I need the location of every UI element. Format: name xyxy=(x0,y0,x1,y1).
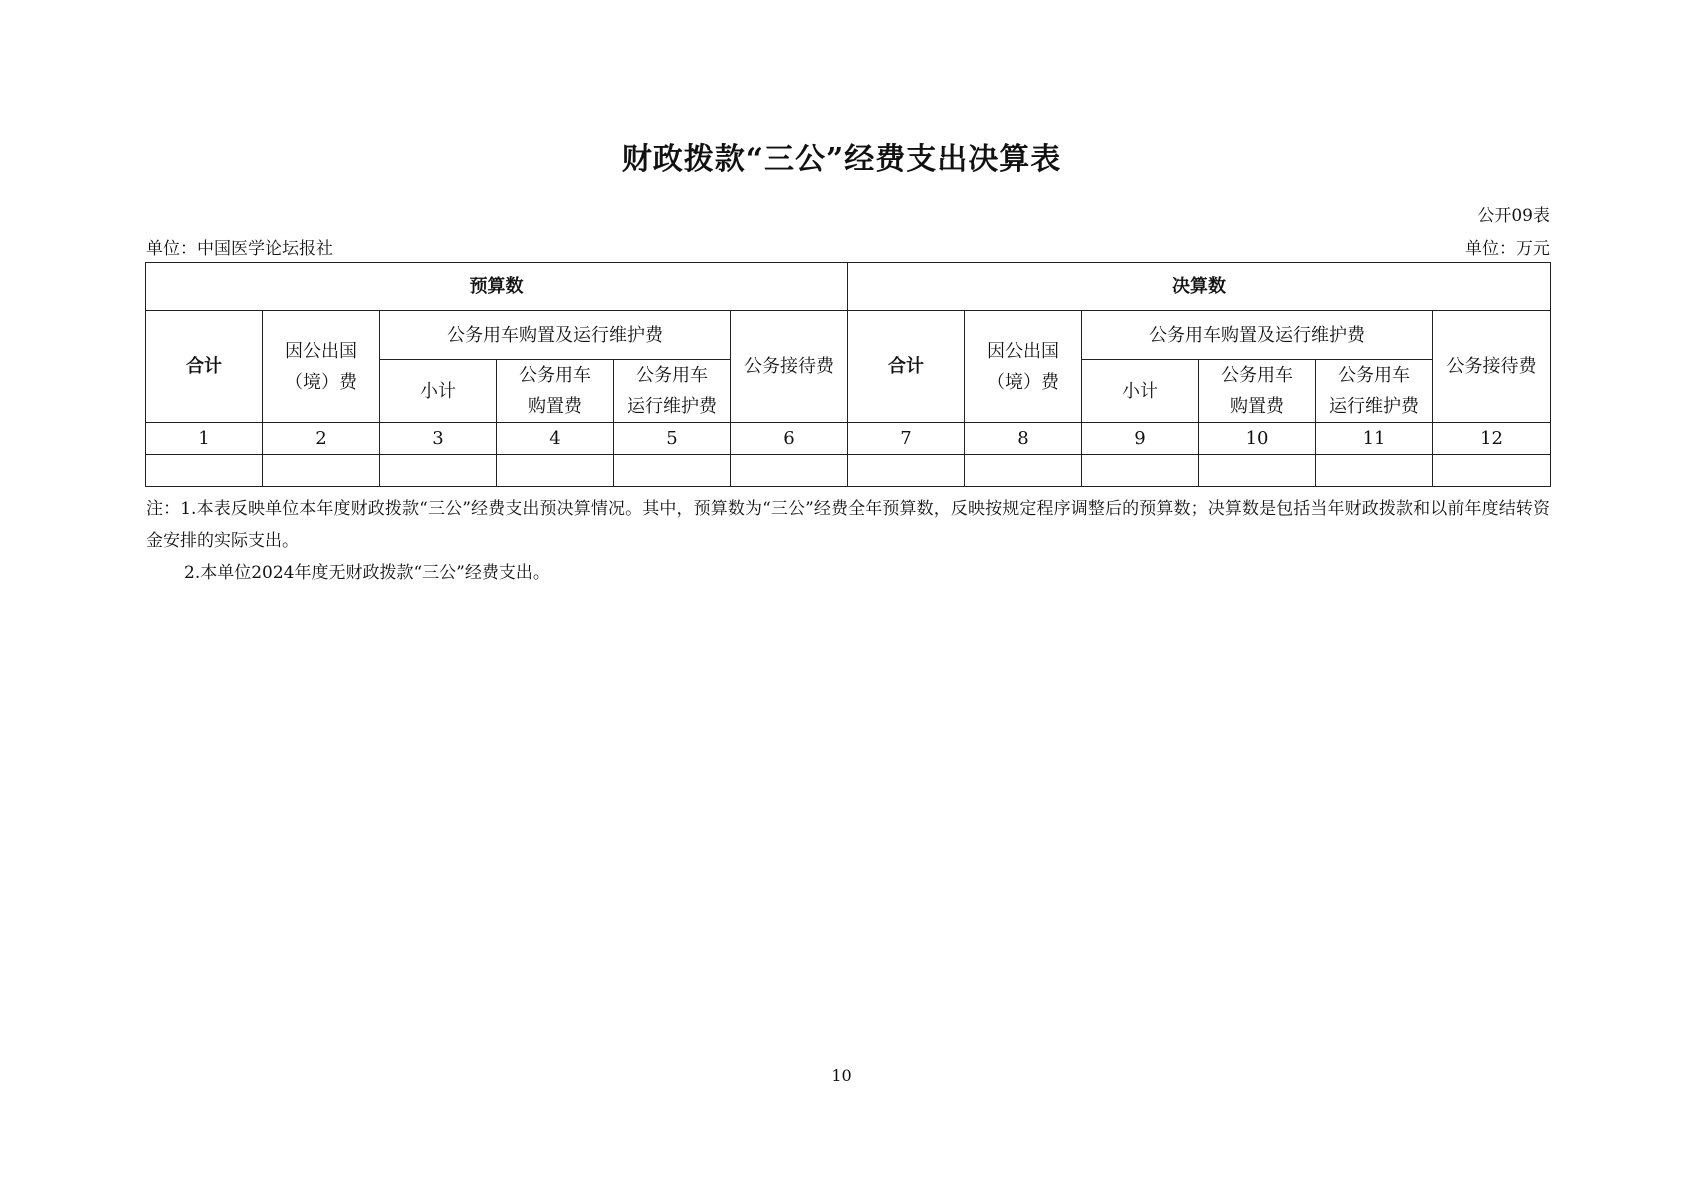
column-number: 9 xyxy=(1082,423,1199,455)
column-number: 10 xyxy=(1199,423,1316,455)
data-cell xyxy=(380,455,497,487)
budget-purchase-header xyxy=(497,360,614,423)
data-cell xyxy=(263,455,380,487)
document-title: 财政拨款“三公”经费支出决算表 xyxy=(621,142,1062,177)
final-purchase-header xyxy=(1199,360,1316,423)
budget-operation-header xyxy=(614,360,731,423)
note-2: 2.本单位2024年度无财政拨款“三公”经费支出。 xyxy=(184,563,550,583)
column-number: 3 xyxy=(380,423,497,455)
column-number: 7 xyxy=(848,423,965,455)
data-cell xyxy=(1316,455,1433,487)
budget-abroad-header xyxy=(263,311,380,423)
column-number: 11 xyxy=(1316,423,1433,455)
budget-abroad-line1: 因公出国 xyxy=(285,340,357,362)
column-number: 12 xyxy=(1433,423,1551,455)
data-cell xyxy=(146,455,263,487)
column-number: 5 xyxy=(614,423,731,455)
final-total-header: 合计 xyxy=(848,311,965,423)
final-header: 决算数 xyxy=(848,263,1551,311)
final-abroad-line1: 因公出国 xyxy=(987,340,1060,362)
final-purchase-line2: 购置费 xyxy=(1230,396,1285,417)
column-number: 4 xyxy=(497,423,614,455)
final-vehicle-header: 公务用车购置及运行维护费 xyxy=(1082,311,1433,360)
column-header-row xyxy=(146,311,1551,360)
budget-operation-line1: 公务用车 xyxy=(636,365,708,386)
column-number-row xyxy=(146,423,1551,455)
final-reception-header: 公务接待费 xyxy=(1433,311,1551,423)
data-cell xyxy=(848,455,965,487)
final-operation-header xyxy=(1316,360,1433,423)
budget-purchase-line2: 购置费 xyxy=(528,396,582,417)
data-cell xyxy=(497,455,614,487)
data-cell xyxy=(614,455,731,487)
table-code: 公开09表 xyxy=(1477,206,1550,226)
data-cell xyxy=(1082,455,1199,487)
final-abroad-line2: （境）费 xyxy=(987,371,1060,393)
final-operation-line2: 运行维护费 xyxy=(1329,396,1420,417)
money-unit: 单位：万元 xyxy=(1465,239,1550,259)
column-number: 2 xyxy=(263,423,380,455)
column-number: 1 xyxy=(146,423,263,455)
budget-reception-header: 公务接待费 xyxy=(731,311,848,423)
budget-abroad-line2: （境）费 xyxy=(285,371,357,393)
page-number: 10 xyxy=(831,1066,852,1085)
final-subtotal-header: 小计 xyxy=(1082,360,1199,423)
column-number: 6 xyxy=(731,423,848,455)
note-1: 注：1.本表反映单位本年度财政拨款“三公”经费支出预决算情况。其中，预算数为“三公”经费全年预算数，反映按规定程序调整后的预算数；决算数是包括当年财政拨款和以前年度结转资金安排的实际支出。 xyxy=(146,499,1550,551)
data-cell xyxy=(1199,455,1316,487)
budget-vehicle-header: 公务用车购置及运行维护费 xyxy=(380,311,731,360)
group-header-row xyxy=(146,263,1551,311)
final-purchase-line1: 公务用车 xyxy=(1221,365,1294,386)
budget-total-header: 合计 xyxy=(146,311,263,423)
final-operation-line1: 公务用车 xyxy=(1338,365,1411,386)
budget-purchase-line1: 公务用车 xyxy=(519,365,591,386)
data-cell xyxy=(1433,455,1551,487)
budget-subtotal-header: 小计 xyxy=(380,360,497,423)
final-abroad-header xyxy=(965,311,1082,423)
notes-section xyxy=(146,493,1550,589)
three-public-expenses-table xyxy=(145,262,1551,487)
budget-header: 预算数 xyxy=(146,263,848,311)
organization-unit: 单位：中国医学论坛报社 xyxy=(146,239,333,259)
table-row xyxy=(146,455,1551,487)
data-cell xyxy=(731,455,848,487)
budget-operation-line2: 运行维护费 xyxy=(627,396,717,417)
column-number: 8 xyxy=(965,423,1082,455)
data-cell xyxy=(965,455,1082,487)
